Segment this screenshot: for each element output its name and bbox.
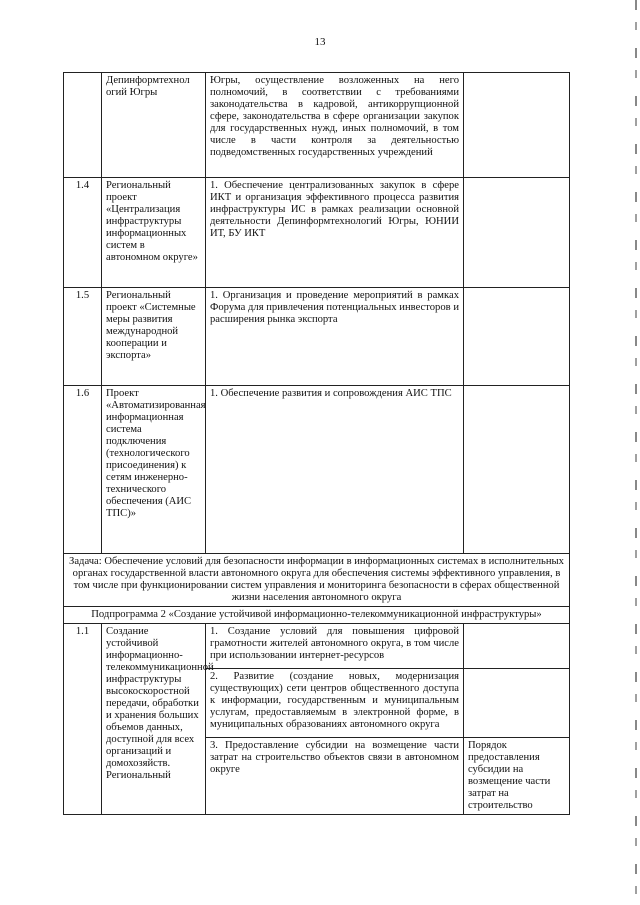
task-text: Задача: Обеспечение условий для безопасности информации в информационных системах в исполнительных органах государственной власти автономного округа для обеспечения системы эффективного управления, в том числе при функционировании систем управления и мониторинга безопасности в сферах общественной жизни населения автономного округа xyxy=(64,554,570,607)
table-row xyxy=(64,624,570,669)
row-number: 1.6 xyxy=(64,386,102,554)
row-number: 1.5 xyxy=(64,288,102,386)
page-number: 13 xyxy=(314,36,326,48)
row-number xyxy=(64,73,102,178)
row-note xyxy=(464,669,570,738)
row-name: Создание устойчивой информационно-телекоммуникационной инфраструктуры высокоскоростной передачи, обработки и хранения больших объемов данных, доступной для всех организаций и домохозяйств. Региональный xyxy=(102,624,206,815)
row-action: 2. Развитие (создание новых, модернизация существующих) сети центров общественного доступа к информации, государственным и муниципальным услугам, предоставляемым в электронной форме, в муниципальных образованиях автономного округа xyxy=(206,669,464,738)
row-note xyxy=(464,288,570,386)
row-name: Депинформтехнол огий Югры xyxy=(102,73,206,178)
row-action: 3. Предоставление субсидии на возмещение части затрат на строительство объектов связи в автономном округе xyxy=(206,738,464,815)
table-row xyxy=(64,386,570,554)
row-note: Порядок предоставления субсидии на возмещение части затрат на строительство xyxy=(464,738,570,815)
row-number: 1.1 xyxy=(64,624,102,815)
row-action: Югры, осуществление возложенных на него полномочий, в соответствии с требованиями законодательства в кадровой, антикоррупционной сфере, законодательства в сфере организации закупок для государственных нужд, иных полномочий, в том числе в части контроля за деятельностью подведомственных государственных учреждений xyxy=(206,73,464,178)
subprogram-title: Подпрограмма 2 «Создание устойчивой информационно-телекоммуникационной инфраструктуры» xyxy=(64,607,570,624)
table-row xyxy=(64,73,570,178)
row-note xyxy=(464,386,570,554)
row-name: Региональный проект «Системные меры развития международной кооперации и экспорта» xyxy=(102,288,206,386)
table-row xyxy=(64,288,570,386)
row-action: 1. Организация и проведение мероприятий в рамках Форума для привлечения потенциальных инвесторов и расширения рынка экспорта xyxy=(206,288,464,386)
row-note xyxy=(464,624,570,669)
row-name: Региональный проект «Централизация инфраструктуры информационных систем в автономном округе» xyxy=(102,178,206,288)
task-row xyxy=(64,554,570,607)
program-table xyxy=(63,72,570,815)
row-note xyxy=(464,73,570,178)
row-number: 1.4 xyxy=(64,178,102,288)
row-note xyxy=(464,178,570,288)
scan-edge-artifact xyxy=(635,0,637,905)
row-name: Проект «Автоматизированная информационная система подключения (технологического присоединения) к сетям инженерно-технического обеспечения (АИС ТПС)» xyxy=(102,386,206,554)
table-row xyxy=(64,178,570,288)
row-action: 1. Обеспечение развития и сопровождения АИС ТПС xyxy=(206,386,464,554)
row-action: 1. Обеспечение централизованных закупок в сфере ИКТ и организация эффективного процесса развития инфраструктуры ИС в рамках реализации основной деятельности Депинформтехнологий Югры, ЮНИИ ИТ, БУ ИКТ xyxy=(206,178,464,288)
subprogram-row xyxy=(64,607,570,624)
row-action: 1. Создание условий для повышения цифровой грамотности жителей автономного округа, в том числе при использовании интернет-ресурсов xyxy=(206,624,464,669)
